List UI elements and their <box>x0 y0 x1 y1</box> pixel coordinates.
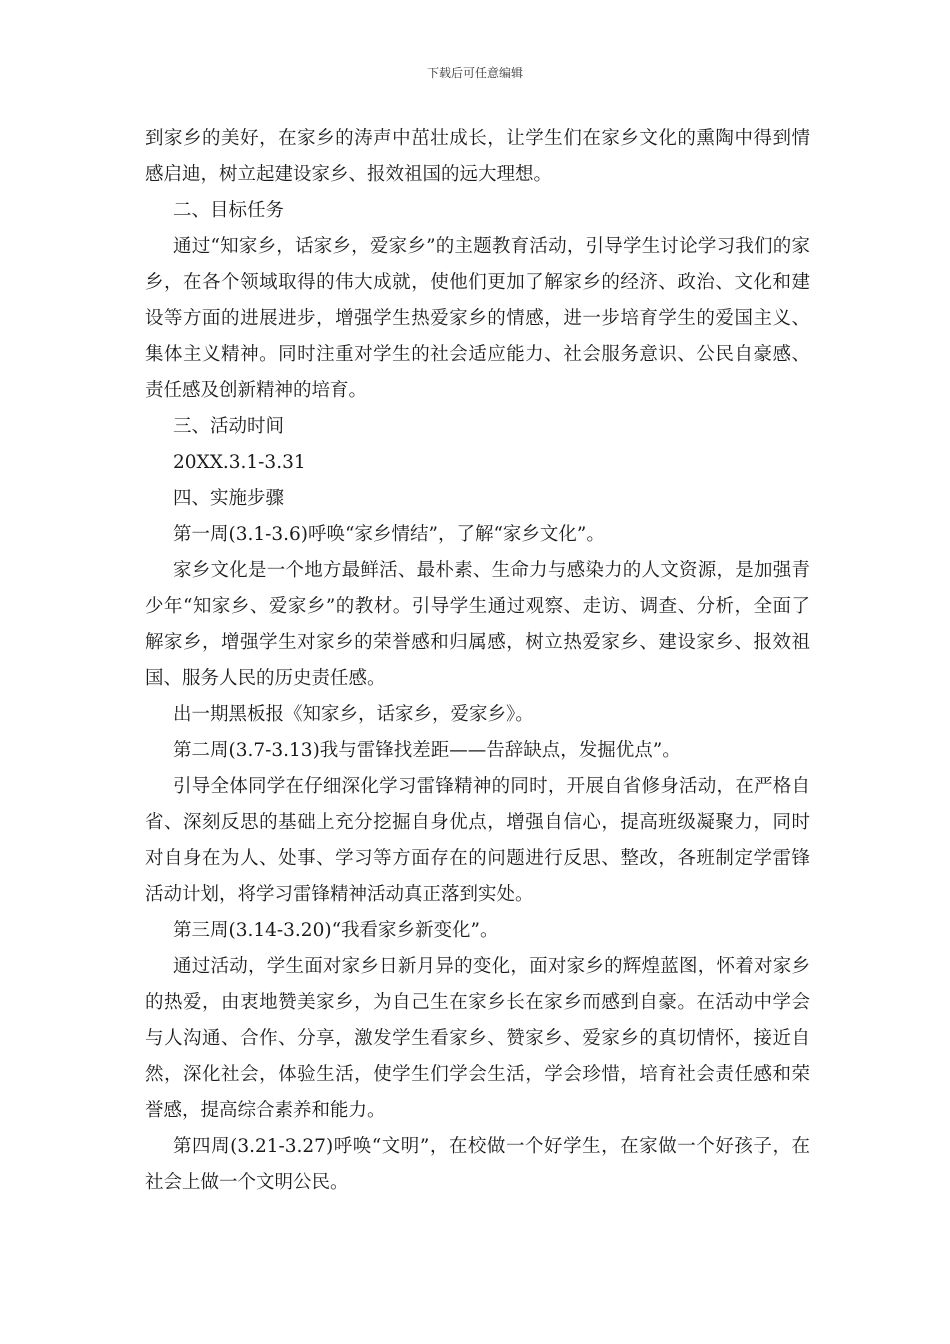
paragraph-goals: 通过“知家乡，话家乡，爱家乡”的主题教育活动，引导学生讨论学习我们的家乡，在各个领域取得的伟大成就，使他们更加了解家乡的经济、政治、文化和建设等方面的进展进步，增强学生热爱家乡的情感，进一步培育学生的爱国主义、集体主义精神。同时注重对学生的社会适应能力、社会服务意识、公民自豪感、责任感及创新精神的培育。 <box>145 236 810 401</box>
week-2-heading: 第二周(3.7-3.13)我与雷锋找差距——告辞缺点，发掘优点”。 <box>173 740 681 761</box>
week-1-heading: 第一周(3.1-3.6)呼唤“家乡情结”，了解“家乡文化”。 <box>173 524 605 545</box>
section-heading-goals: 二、目标任务 <box>173 200 285 221</box>
section-heading-steps: 四、实施步骤 <box>173 488 285 509</box>
week-1-paragraph: 家乡文化是一个地方最鲜活、最朴素、生命力与感染力的人文资源，是加强青少年“知家乡、爱家乡”的教材。引导学生通过观察、走访、调查、分析，全面了解家乡，增强学生对家乡的荣誉感和归属感，树立热爱家乡、建设家乡、报效祖国、服务人民的历史责任感。 <box>145 560 810 689</box>
page-header: 下载后可任意编辑 <box>426 66 523 80</box>
week-1-blackboard: 出一期黑板报《知家乡，话家乡，爱家乡》。 <box>173 704 534 725</box>
week-3-heading: 第三周(3.14-3.20)“我看家乡新变化”。 <box>173 920 499 941</box>
document-body <box>145 121 810 1201</box>
week-2-paragraph: 引导全体同学在仔细深化学习雷锋精神的同时，开展自省修身活动，在严格自省、深刻反思的基础上充分挖掘自身优点，增强自信心，提高班级凝聚力，同时对自身在为人、处事、学习等方面存在的问题进行反思、整改，各班制定学雷锋活动计划，将学习雷锋精神活动真正落到实处。 <box>145 776 810 905</box>
week-3-paragraph: 通过活动，学生面对家乡日新月异的变化，面对家乡的辉煌蓝图，怀着对家乡的热爱，由衷地赞美家乡，为自己生在家乡长在家乡而感到自豪。在活动中学会与人沟通、合作、分享，激发学生看家乡、赞家乡、爱家乡的真切情怀，接近自然，深化社会，体验生活，使学生们学会生活，学会珍惜，培育社会责任感和荣誉感，提高综合素养和能力。 <box>145 956 810 1121</box>
section-heading-time: 三、活动时间 <box>173 416 285 437</box>
activity-date-range: 20XX.3.1-3.31 <box>173 452 306 473</box>
paragraph-continuation: 到家乡的美好，在家乡的涛声中茁壮成长，让学生们在家乡文化的熏陶中得到情感启迪，树立起建设家乡、报效祖国的远大理想。 <box>145 128 810 185</box>
week-4-paragraph: 第四周(3.21-3.27)呼唤“文明”，在校做一个好学生，在家做一个好孩子，在社会上做一个文明公民。 <box>145 1136 810 1193</box>
